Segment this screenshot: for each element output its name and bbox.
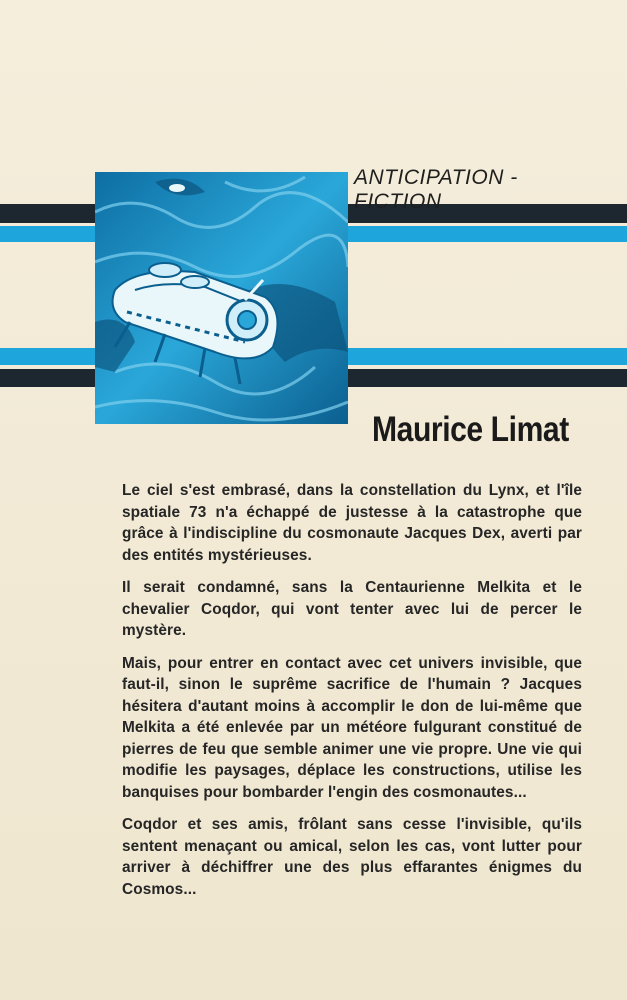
blurb-paragraph: Le ciel s'est embrasé, dans la constellation du Lynx, et l'île spatiale 73 n'a échappé de justesse à la catastrophe que grâce à l'indiscipline du cosmonaute Jacques Dex, averti par des entités mystérieuses. [122,482,582,564]
blurb-paragraph: Il serait condamné, sans la Centaurienne Melkita et le chevalier Coqdor, qui vont tenter avec lui de percer le mystère. [122,579,582,639]
blurb-text [122,480,582,900]
blurb-paragraph: Mais, pour entrer en contact avec cet univers invisible, que faut-il, sinon le suprême sacrifice de l'humain ? Jacques hésitera d'autant moins à accomplir le don de lui-même que Melkita a été enlevée par un météore fulgurant constitué de pierres de feu que semble animer une vie propre. Une vie qui modifie les paysages, déplace les constructions, utilise les banquises pour bombarder l'engin des cosmonautes... [122,654,582,801]
blurb-paragraph: Coqdor et ses amis, frôlant sans cesse l'invisible, qu'ils sentent menaçant ou amical, selon les cas, vont lutter pour arriver à déchiffrer une des plus effarantes énigmes du Cosmos... [122,816,582,898]
author-name: Maurice Limat [372,410,569,449]
series-title: ANTICIPATION - FICTION [354,166,518,213]
cover-illustration [95,172,348,424]
